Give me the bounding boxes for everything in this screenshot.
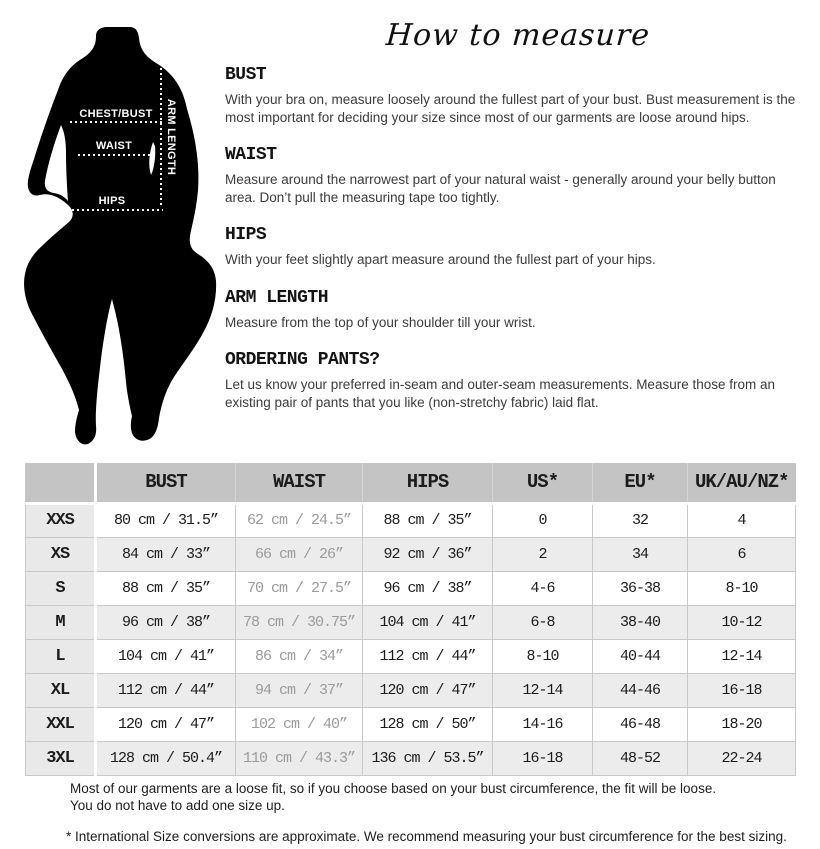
header-size bbox=[26, 463, 96, 503]
waist-cell: 78 cm / 30.75” bbox=[236, 605, 363, 639]
waist-cell: 110 cm / 43.3” bbox=[236, 741, 363, 775]
bust-cell: 104 cm / 41” bbox=[96, 639, 236, 673]
section-heading: BUST bbox=[225, 65, 267, 85]
instructions-column bbox=[225, 18, 811, 430]
us-cell: 0 bbox=[493, 503, 593, 537]
size-cell: XS bbox=[26, 537, 96, 571]
uk-cell: 22-24 bbox=[688, 741, 796, 775]
us-cell: 14-16 bbox=[493, 707, 593, 741]
header-hips: HIPS bbox=[363, 463, 493, 503]
hips-label: HIPS bbox=[98, 195, 126, 207]
uk-cell: 16-18 bbox=[688, 673, 796, 707]
bust-cell: 120 cm / 47” bbox=[96, 707, 236, 741]
header-us: US* bbox=[493, 463, 593, 503]
waist-cell: 94 cm / 37” bbox=[236, 673, 363, 707]
hips-cell: 128 cm / 50” bbox=[363, 707, 493, 741]
section-heading: ARM LENGTH bbox=[225, 287, 329, 308]
us-cell: 2 bbox=[493, 537, 593, 571]
section-body: Let us know your preferred in-seam and outer-seam measurements. Measure those from an existing pair of pants that you like (non-stretchy fabric) laid flat. bbox=[225, 377, 776, 410]
header-uk-au-nz: UK/AU/NZ* bbox=[688, 463, 796, 503]
bust-cell: 96 cm / 38” bbox=[96, 605, 236, 639]
hips-cell: 104 cm / 41” bbox=[363, 605, 493, 639]
measurement-figure bbox=[22, 25, 222, 445]
waist-cell: 102 cm / 40” bbox=[236, 707, 363, 741]
uk-cell: 12-14 bbox=[688, 639, 796, 673]
eu-cell: 40-44 bbox=[593, 639, 688, 673]
size-cell: XL bbox=[26, 673, 96, 707]
section-heading: HIPS bbox=[225, 225, 267, 245]
fit-note-line1: Most of our garments are a loose fit, so if you choose based on your bust circumference, the fit will be loose. bbox=[70, 780, 717, 796]
section-body: With your bra on, measure loosely around the fullest part of your bust. Bust measurement is the most important for deciding your size since most of our garments are loose around hips. bbox=[225, 92, 796, 125]
waist-label: WAIST bbox=[95, 140, 133, 152]
section-heading: ORDERING PANTS? bbox=[225, 350, 380, 370]
table-row-l bbox=[26, 639, 796, 673]
waist-cell: 70 cm / 27.5” bbox=[236, 571, 363, 605]
table-row-xl bbox=[26, 673, 796, 707]
table-row-s bbox=[26, 571, 796, 605]
eu-cell: 46-48 bbox=[593, 707, 688, 741]
bust-cell: 112 cm / 44” bbox=[96, 673, 236, 707]
body-silhouette bbox=[24, 27, 216, 444]
us-cell: 4-6 bbox=[493, 571, 593, 605]
size-cell: 3XL bbox=[26, 741, 96, 775]
size-table bbox=[25, 463, 796, 776]
uk-cell: 10-12 bbox=[688, 605, 796, 639]
section-bust bbox=[225, 65, 811, 126]
table-row-xs bbox=[26, 537, 796, 571]
table-row-m bbox=[26, 605, 796, 639]
us-cell: 16-18 bbox=[493, 741, 593, 775]
chest-label: CHEST/BUST bbox=[79, 108, 153, 120]
table-row-xxl bbox=[26, 707, 796, 741]
hips-cell: 136 cm / 53.5” bbox=[363, 741, 493, 775]
us-cell: 8-10 bbox=[493, 639, 593, 673]
us-cell: 12-14 bbox=[493, 673, 593, 707]
page-title: How to measure bbox=[384, 18, 652, 53]
waist-cell: 66 cm / 26” bbox=[236, 537, 363, 571]
section-arm-length bbox=[225, 288, 811, 332]
hips-cell: 112 cm / 44” bbox=[363, 639, 493, 673]
bust-cell: 84 cm / 33” bbox=[96, 537, 236, 571]
hips-cell: 120 cm / 47” bbox=[363, 673, 493, 707]
uk-cell: 8-10 bbox=[688, 571, 796, 605]
waist-cell: 86 cm / 34” bbox=[236, 639, 363, 673]
table-row-3xl bbox=[26, 741, 796, 775]
fit-note bbox=[70, 780, 820, 814]
hips-cell: 96 cm / 38” bbox=[363, 571, 493, 605]
section-hips bbox=[225, 225, 811, 269]
header-eu: EU* bbox=[593, 463, 688, 503]
section-body: Measure around the narrowest part of your natural waist - generally around your belly button area. Don’t pull the measuring tape too tightly. bbox=[225, 172, 776, 205]
table-header-row bbox=[26, 463, 796, 503]
eu-cell: 38-40 bbox=[593, 605, 688, 639]
uk-cell: 18-20 bbox=[688, 707, 796, 741]
fit-note-line2: You do not have to add one size up. bbox=[70, 797, 285, 813]
size-cell: S bbox=[26, 571, 96, 605]
eu-cell: 36-38 bbox=[593, 571, 688, 605]
eu-cell: 32 bbox=[593, 503, 688, 537]
section-body: With your feet slightly apart measure around the fullest part of your hips. bbox=[225, 252, 656, 267]
header-bust: BUST bbox=[96, 463, 236, 503]
eu-cell: 34 bbox=[593, 537, 688, 571]
section-waist bbox=[225, 145, 811, 206]
bust-cell: 88 cm / 35” bbox=[96, 571, 236, 605]
conversion-note: * International Size conversions are approximate. We recommend measuring your bust circumference for the best sizing. bbox=[66, 828, 787, 844]
size-cell: L bbox=[26, 639, 96, 673]
section-heading: WAIST bbox=[225, 145, 277, 165]
header-waist: WAIST bbox=[236, 463, 363, 503]
hips-cell: 92 cm / 36” bbox=[363, 537, 493, 571]
size-cell: XXS bbox=[26, 503, 96, 537]
bust-cell: 80 cm / 31.5” bbox=[96, 503, 236, 537]
eu-cell: 44-46 bbox=[593, 673, 688, 707]
table-row-xxs bbox=[26, 503, 796, 537]
uk-cell: 6 bbox=[688, 537, 796, 571]
size-cell: XXL bbox=[26, 707, 96, 741]
bust-cell: 128 cm / 50.4” bbox=[96, 741, 236, 775]
body-silhouette-svg bbox=[22, 25, 222, 445]
hips-cell: 88 cm / 35” bbox=[363, 503, 493, 537]
arm-length-label: ARM LENGTH bbox=[165, 98, 177, 176]
uk-cell: 4 bbox=[688, 503, 796, 537]
section-body: Measure from the top of your shoulder till your wrist. bbox=[225, 314, 536, 330]
size-cell: M bbox=[26, 605, 96, 639]
us-cell: 6-8 bbox=[493, 605, 593, 639]
eu-cell: 48-52 bbox=[593, 741, 688, 775]
waist-cell: 62 cm / 24.5” bbox=[236, 503, 363, 537]
section-ordering-pants bbox=[225, 350, 811, 411]
